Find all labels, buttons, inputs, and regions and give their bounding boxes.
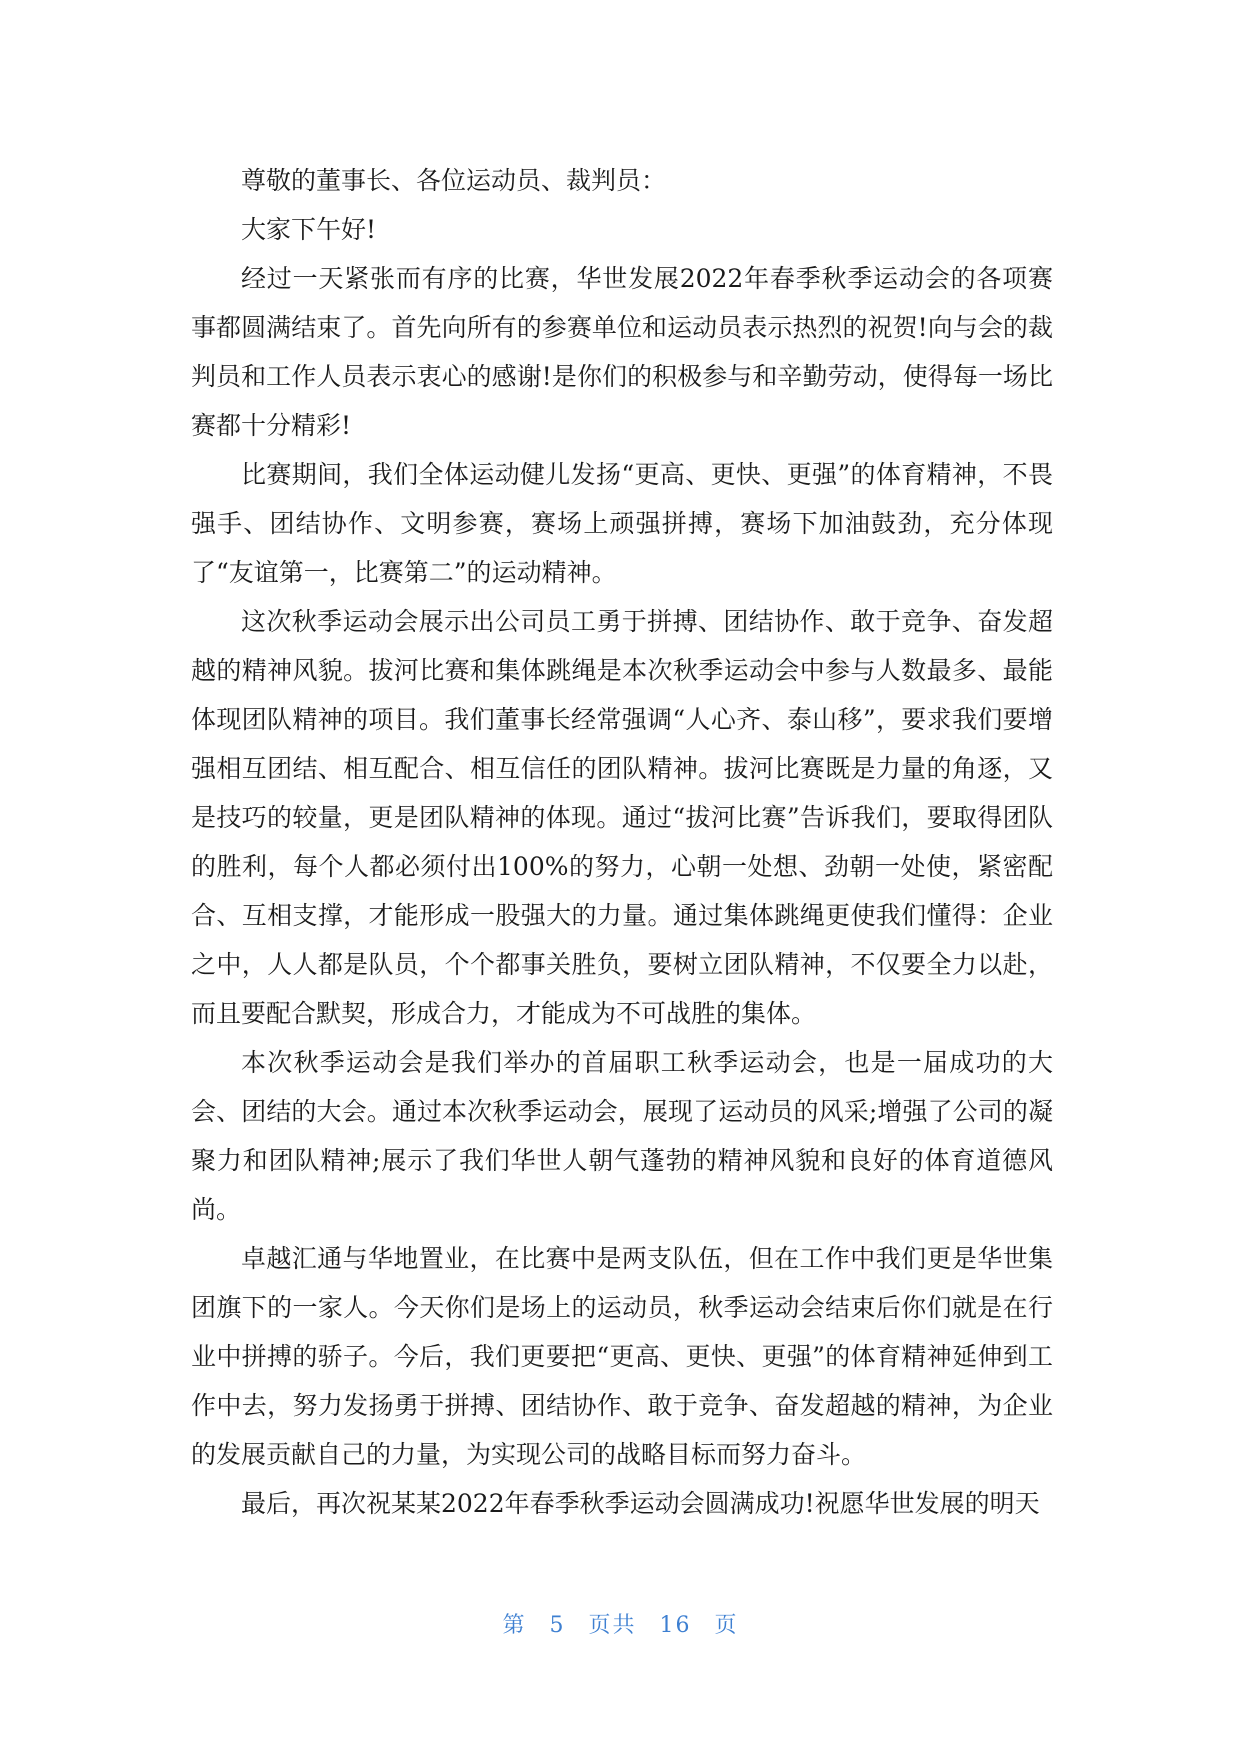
paragraph: 卓越汇通与华地置业，在比赛中是两支队伍，但在工作中我们更是华世集团旗下的一家人。今天你们是场上的运动员，秋季运动会结束后你们就是在行业中拼搏的骄子。今后，我们更要把“更高、更快、更强”的体育精神延伸到工作中去，努力发扬勇于拼搏、团结协作、敢于竞争、奋发超越的精神，为企业的发展贡献自己的力量，为实现公司的战略目标而努力奋斗。 [191, 1244, 1053, 1469]
document-body [191, 156, 1053, 1528]
footer-label-end: 页 [714, 1613, 739, 1638]
greeting: 大家下午好! [241, 215, 377, 244]
page-number-footer [0, 1608, 1241, 1639]
paragraph: 经过一天紧张而有序的比赛，华世发展2022年春季秋季运动会的各项赛事都圆满结束了。首先向所有的参赛单位和运动员表示热烈的祝贺!向与会的裁判员和工作人员表示衷心的感谢!是你们的积极参与和辛勤劳动，使得每一场比赛都十分精彩! [191, 264, 1053, 440]
paragraph: 本次秋季运动会是我们举办的首届职工秋季运动会，也是一届成功的大会、团结的大会。通过本次秋季运动会，展现了运动员的风采;增强了公司的凝聚力和团队精神;展示了我们华世人朝气蓬勃的精神风貌和良好的体育道德风尚。 [191, 1048, 1053, 1224]
paragraph: 这次秋季运动会展示出公司员工勇于拼搏、团结协作、敢于竞争、奋发超越的精神风貌。拔河比赛和集体跳绳是本次秋季运动会中参与人数最多、最能体现团队精神的项目。我们董事长经常强调“人心齐、泰山移”，要求我们要增强相互团结、相互配合、相互信任的团队精神。拔河比赛既是力量的角逐，又是技巧的较量，更是团队精神的体现。通过“拔河比赛”告诉我们，要取得团队的胜利，每个人都必须付出100%的努力，心朝一处想、劲朝一处使，紧密配合、互相支撑，才能形成一股强大的力量。通过集体跳绳更使我们懂得：企业之中，人人都是队员，个个都事关胜负，要树立团队精神，不仅要全力以赴，而且要配合默契，形成合力，才能成为不可战胜的集体。 [191, 607, 1053, 1028]
paragraph: 比赛期间，我们全体运动健儿发扬“更高、更快、更强”的体育精神，不畏强手、团结协作、文明参赛，赛场上顽强拼搏，赛场下加油鼓劲，充分体现了“友谊第一，比赛第二”的运动精神。 [191, 460, 1053, 587]
footer-label-of: 页共 [588, 1613, 637, 1638]
footer-label-page: 第 [502, 1613, 527, 1638]
paragraph: 最后，再次祝某某2022年春季秋季运动会圆满成功!祝愿华世发展的明天 [241, 1489, 1040, 1518]
salutation: 尊敬的董事长、各位运动员、裁判员： [241, 166, 667, 195]
footer-current-page: 5 [549, 1613, 566, 1638]
footer-total-pages: 16 [659, 1613, 692, 1638]
